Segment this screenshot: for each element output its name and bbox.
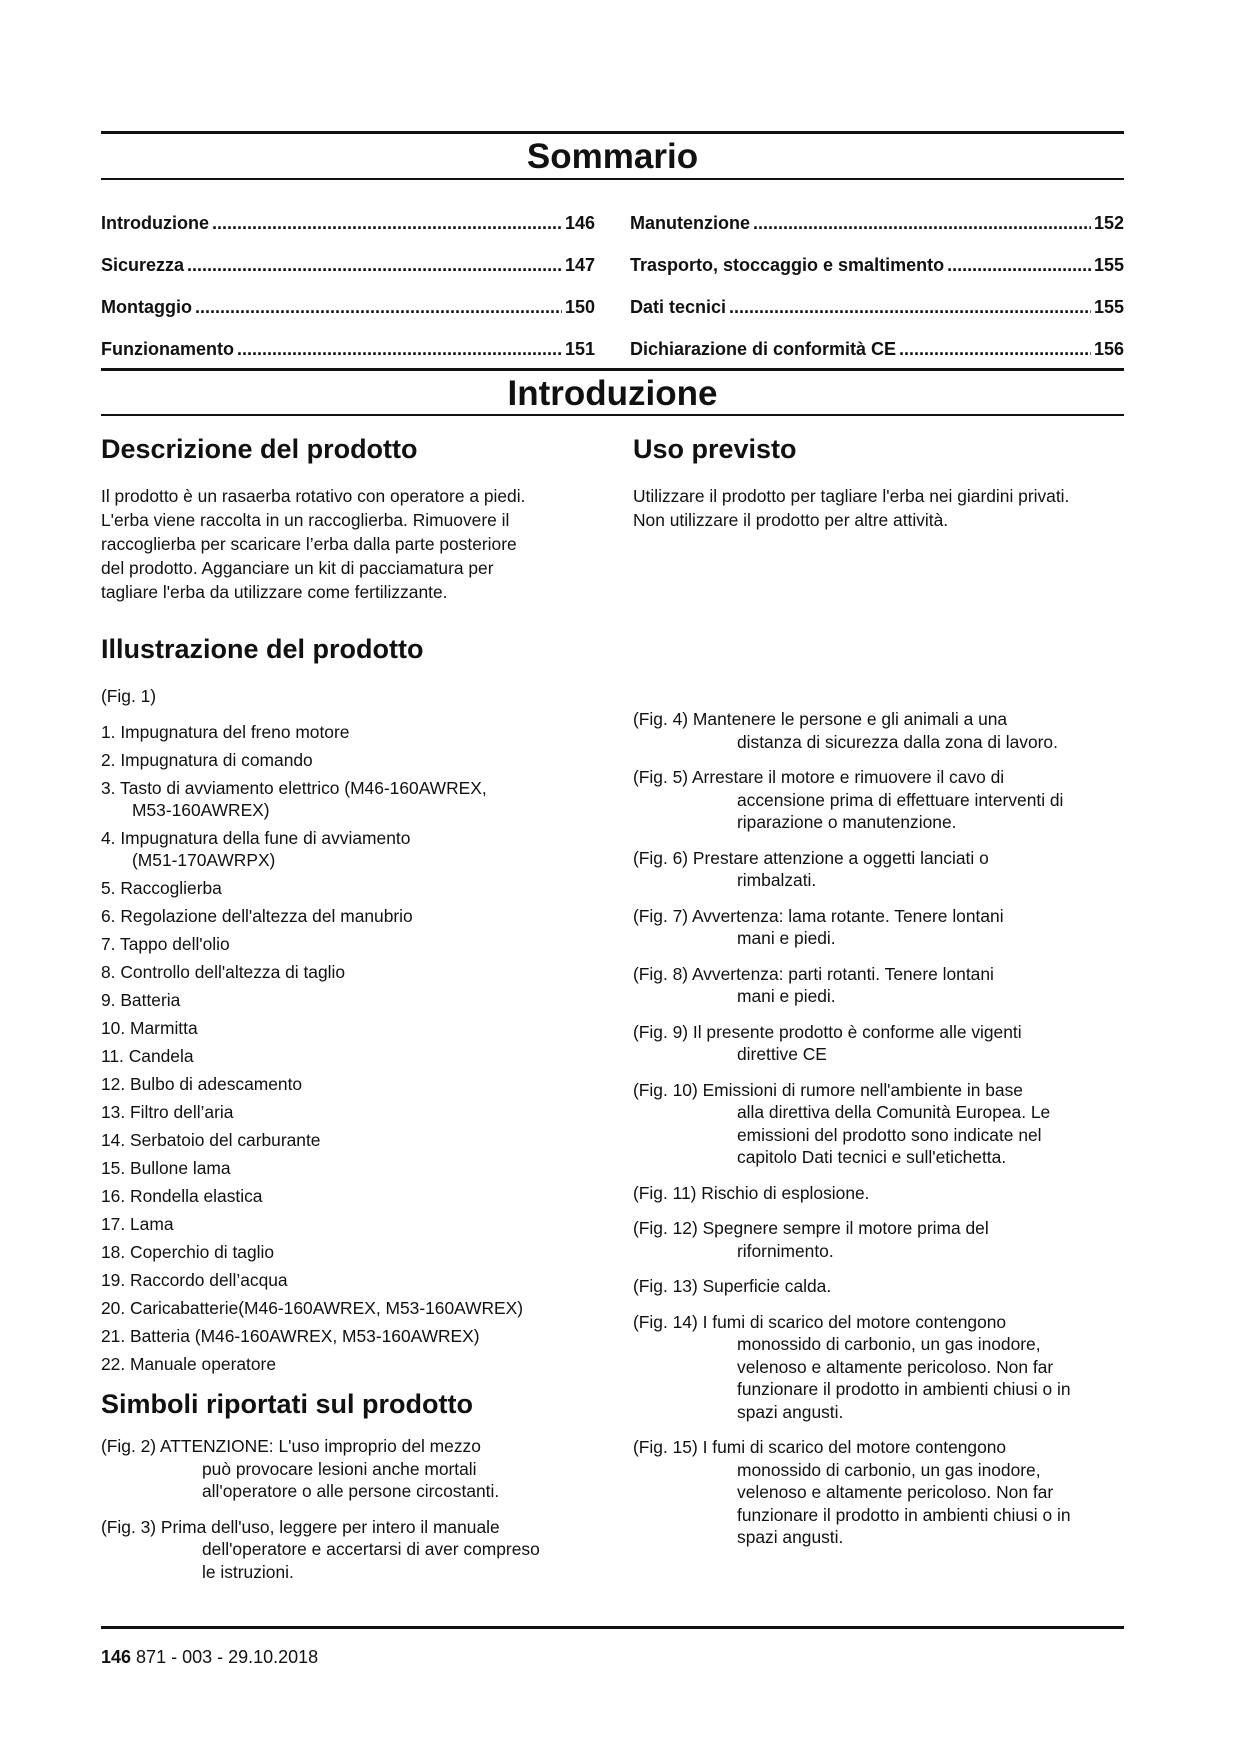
toc-leader-dots — [729, 297, 1091, 318]
toc-entry-page: 150 — [564, 297, 595, 317]
list-item: 13. Filtro dell’aria — [101, 1102, 234, 1122]
description-line: tagliare l'erba da utilizzare come fertilizzante. — [101, 582, 448, 602]
description-line: del prodotto. Agganciare un kit di pacciamatura per — [101, 558, 494, 578]
toc-entry-label: Dati tecnici — [630, 297, 727, 317]
figure-item: (Fig. 12) Spegnere sempre il motore prima del rifornimento. — [633, 1218, 989, 1261]
toc-entry-page: 155 — [1093, 297, 1124, 317]
page-number: 146 — [101, 1647, 132, 1667]
intended-use-text — [633, 484, 1127, 532]
symbol-item: (Fig. 3) Prima dell'uso, leggere per intero il manuale dell'operatore e accertarsi di aver compreso le istruzioni. — [101, 1516, 540, 1582]
list-item: 6. Regolazione dell'altezza del manubrio — [101, 906, 413, 926]
toc-entry-label: Manutenzione — [630, 213, 750, 233]
intended-use-line: Utilizzare il prodotto per tagliare l'erba nei giardini privati. — [633, 486, 1070, 506]
list-item: 11. Candela — [101, 1046, 194, 1066]
toc-leader-dots — [753, 213, 1091, 234]
figure-item: (Fig. 13) Superficie calda. — [633, 1276, 832, 1296]
toc-entry-label: Trasporto, stoccaggio e smaltimento — [630, 255, 945, 275]
toc-right-column — [630, 192, 1124, 360]
symbols-heading: Simboli riportati sul prodotto — [101, 1389, 473, 1419]
list-item: 20. Caricabatterie(M46-160AWREX, M53-160AWREX) — [101, 1298, 524, 1318]
figure-item: (Fig. 8) Avvertenza: parti rotanti. Tenere lontani mani e piedi. — [633, 963, 994, 1006]
figure-item: (Fig. 6) Prestare attenzione a oggetti lanciati o rimbalzati. — [633, 847, 989, 890]
toc-leader-dots — [237, 339, 562, 360]
toc-entry[interactable] — [630, 276, 1124, 318]
figure-item: (Fig. 9) Il presente prodotto è conforme alle vigenti direttive CE — [633, 1021, 1022, 1064]
figure-item: (Fig. 7) Avvertenza: lama rotante. Tenere lontani mani e piedi. — [633, 905, 1004, 948]
list-item: 3. Tasto di avviamento elettrico (M46-160AWREX, M53-160AWREX) — [101, 778, 487, 820]
page-footer — [101, 1647, 318, 1668]
list-item: 12. Bulbo di adescamento — [101, 1074, 303, 1094]
figure-item: (Fig. 5) Arrestare il motore e rimuovere il cavo di accensione prima di effettuare interventi di riparazione o manutenzione. — [633, 767, 1064, 832]
toc-title-rule — [101, 178, 1124, 180]
intro-title-rule — [101, 414, 1124, 416]
figure-item: (Fig. 11) Rischio di esplosione. — [633, 1182, 870, 1203]
toc-entry-page: 147 — [564, 255, 595, 275]
intro-title: Introduzione — [507, 374, 718, 413]
list-item: 22. Manuale operatore — [101, 1354, 276, 1374]
list-item: 17. Lama — [101, 1214, 174, 1234]
parts-list — [101, 721, 595, 1375]
list-item: 10. Marmitta — [101, 1018, 198, 1038]
list-item: 9. Batteria — [101, 990, 181, 1010]
toc-leader-dots — [187, 255, 562, 276]
right-column — [633, 432, 1127, 1562]
symbols-list — [101, 1435, 595, 1583]
top-rule — [101, 131, 1124, 134]
toc-leader-dots — [212, 213, 562, 234]
intended-use-line: Non utilizzare il prodotto per altre attività. — [633, 510, 949, 530]
toc-leader-dots — [195, 297, 562, 318]
toc-entry[interactable] — [630, 234, 1124, 276]
list-item: 2. Impugnatura di comando — [101, 750, 313, 770]
toc-entry[interactable] — [101, 276, 595, 318]
description-heading: Descrizione del prodotto — [101, 434, 418, 464]
left-column — [101, 432, 595, 1596]
toc-entry-page: 155 — [1093, 255, 1124, 275]
toc-entry-page: 156 — [1093, 339, 1124, 359]
figure-symbols-list — [633, 708, 1127, 1549]
toc-entry[interactable] — [630, 318, 1124, 360]
toc-entry-label: Introduzione — [101, 213, 209, 233]
toc-leader-dots — [947, 255, 1091, 276]
figure-item: (Fig. 4) Mantenere le persone e gli animali a una distanza di sicurezza dalla zona di lavoro. — [633, 709, 1058, 752]
list-item: 19. Raccordo dell’acqua — [101, 1270, 288, 1290]
toc-entry[interactable] — [101, 318, 595, 360]
list-item: 18. Coperchio di taglio — [101, 1242, 275, 1262]
intro-top-rule — [101, 368, 1124, 371]
list-item: 1. Impugnatura del freno motore — [101, 722, 350, 742]
figure-item: (Fig. 15) I fumi di scarico del motore contengono monossido di carbonio, un gas inodore, velenoso e altamente pericoloso. Non far funzionare il prodotto in ambienti chiusi o in spazi angusti. — [633, 1437, 1071, 1547]
toc-entry-label: Montaggio — [101, 297, 192, 317]
toc-left-column — [101, 192, 595, 360]
list-item: 21. Batteria (M46-160AWREX, M53-160AWREX) — [101, 1326, 480, 1346]
toc-entry-page: 151 — [564, 339, 595, 359]
list-item: 16. Rondella elastica — [101, 1186, 263, 1206]
description-line: Il prodotto è un rasaerba rotativo con operatore a piedi. — [101, 486, 526, 506]
toc-entry-page: 152 — [1093, 213, 1124, 233]
list-item: 7. Tappo dell'olio — [101, 934, 230, 954]
toc-title: Sommario — [526, 137, 699, 176]
toc-entry-label: Sicurezza — [101, 255, 185, 275]
toc-entry-label: Funzionamento — [101, 339, 234, 359]
toc-entry-page: 146 — [564, 213, 595, 233]
footer-rule — [101, 1626, 1124, 1629]
toc-entry[interactable] — [101, 234, 595, 276]
description-line: raccoglierba per scaricare l’erba dalla parte posteriore — [101, 534, 517, 554]
illustration-fig-ref: (Fig. 1) — [101, 686, 157, 706]
description-text — [101, 484, 595, 604]
list-item: 5. Raccoglierba — [101, 878, 222, 898]
list-item: 15. Bullone lama — [101, 1158, 231, 1178]
toc-entry-label: Dichiarazione di conformità CE — [630, 339, 897, 359]
list-item: 14. Serbatoio del carburante — [101, 1130, 321, 1150]
list-item: 8. Controllo dell'altezza di taglio — [101, 962, 346, 982]
toc-entry[interactable] — [630, 192, 1124, 234]
toc-entry[interactable] — [101, 192, 595, 234]
intended-use-heading: Uso previsto — [633, 434, 797, 464]
illustration-heading: Illustrazione del prodotto — [101, 634, 424, 664]
list-item: 4. Impugnatura della fune di avviamento (M51-170AWRPX) — [101, 828, 411, 870]
toc-leader-dots — [899, 339, 1091, 360]
document-info: 871 - 003 - 29.10.2018 — [131, 1647, 319, 1667]
figure-item: (Fig. 10) Emissioni di rumore nell'ambiente in base alla direttiva della Comunità Europea. Le emissioni del prodotto sono indicate nel capitolo Dati tecnici e sull'etichetta. — [633, 1079, 1051, 1167]
symbol-item: (Fig. 2) ATTENZIONE: L'uso improprio del mezzo può provocare lesioni anche mortali all'operatore o alle persone circostanti. — [101, 1436, 500, 1501]
description-line: L'erba viene raccolta in un raccoglierba. Rimuovere il — [101, 510, 510, 530]
figure-item: (Fig. 14) I fumi di scarico del motore contengono monossido di carbonio, un gas inodore, velenoso e altamente pericoloso. Non far funzionare il prodotto in ambienti chiusi o in spazi angusti. — [633, 1311, 1071, 1422]
